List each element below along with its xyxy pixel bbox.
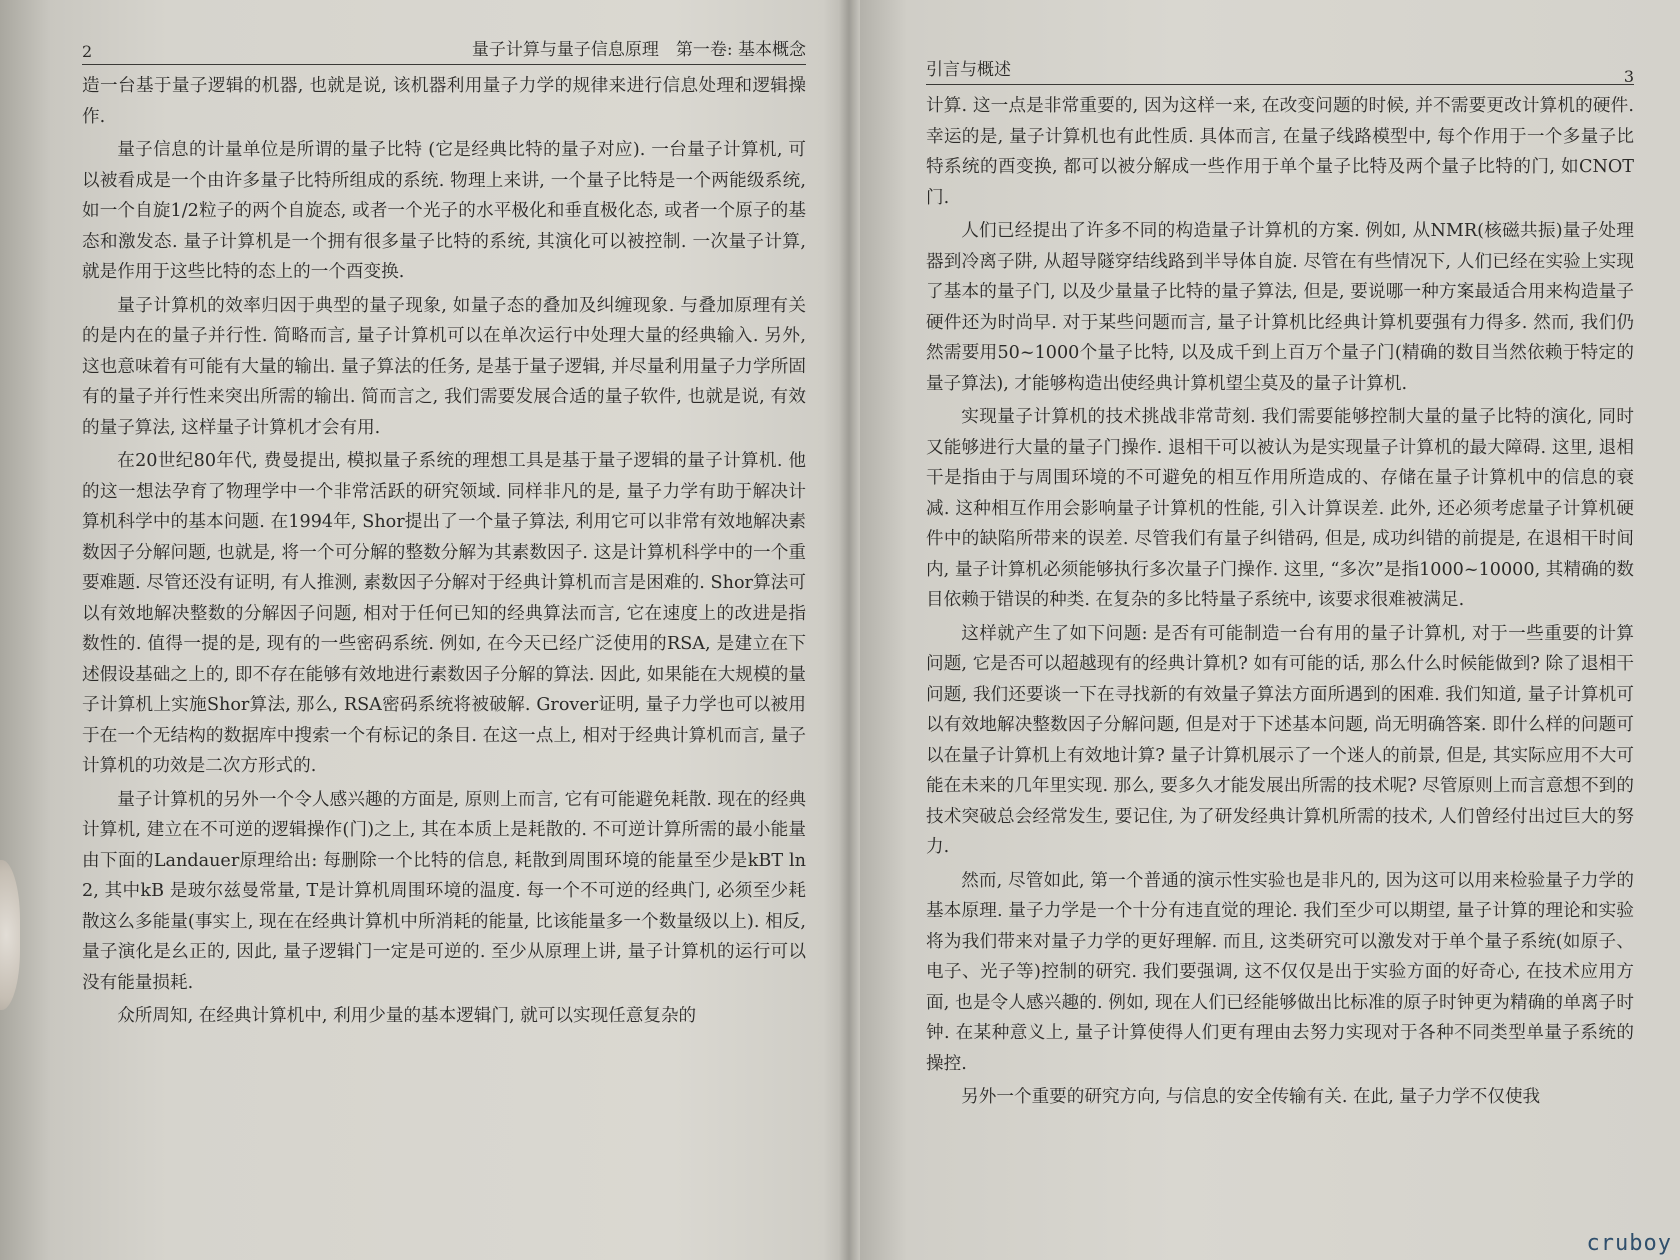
paragraph: 量子信息的计量单位是所谓的量子比特 (它是经典比特的量子对应). 一台量子计算机, 可以被看成是一个由许多量子比特所组成的系统. 物理上来讲, 一个量子比特是一个两能级系统, 如一个自旋1/2粒子的两个自旋态, 或者一个光子的水平极化和垂直极化态, 或者一个原子的基态和激发态. 量子计算机是一个拥有很多量子比特的系统, 其演化可以被控制. 一次量子计算, 就是作用于这些比特的态上的一个酉变换. <box>82 140 806 282</box>
left-page-number: 2 <box>82 42 93 61</box>
paragraph: 在20世纪80年代, 费曼提出, 模拟量子系统的理想工具是基于量子逻辑的量子计算机. 他的这一想法孕育了物理学中一个非常活跃的研究领域. 同样非凡的是, 量子力学有助于解决计算机科学中的基本问题. 在1994年, Shor提出了一个量子算法, 利用它可以非常有效地解决素数因子分解问题, 也就是, 将一个可分解的整数分解为其素数因子. 这是计算机科学中的一个重要难题. 尽管还没有证明, 有人推测, 素数因子分解对于经典计算机而言是困难的. Shor算法可以有效地解决整数的分解因子问题, 相对于任何已知的经典算法而言, 它在速度上的改进是指数性的. 值得一提的是, 现有的一些密码系统. 例如, 在今天已经广泛使用的RSA, 是建立在下述假设基础之上的, 即不存在能够有效地进行素数因子分解的算法. 因此, 如果能在大规模的量子计算机上实施Shor算法, 那么, RSA密码系统将被破解. Grover证明, 量子力学也可以被用于在一个无结构的数据库中搜索一个有标记的条目. 在这一点上, 相对于经典计算机而言, 量子计算机的功效是二次方形式的. <box>82 451 806 776</box>
right-running-head-title: 引言与概述 <box>926 60 1011 80</box>
paragraph: 人们已经提出了许多不同的构造量子计算机的方案. 例如, 从NMR(核磁共振)量子处理器到冷离子阱, 从超导隧穿结线路到半导体自旋. 尽管在有些情况下, 人们已经在实验上实现了基本的量子门, 以及少量量子比特的量子算法, 但是, 要说哪一种方案最适合用来构造量子硬件还为时尚早. 对于某些问题而言, 量子计算机比经典计算机要强有力得多. 然而, 我们仍然需要用50~1000个量子比特, 以及成千到上百万个量子门(精确的数目当然依赖于特定的量子算法), 才能够构造出使经典计算机望尘莫及的量子计算机. <box>926 221 1634 394</box>
left-running-head <box>82 36 806 65</box>
paragraph: 然而, 尽管如此, 第一个普通的演示性实验也是非凡的, 因为这可以用来检验量子力学的基本原理. 量子力学是一个十分有违直觉的理论. 我们至少可以期望, 量子计算的理论和实验将为我们带来对量子力学的更好理解. 而且, 这类研究可以激发对于单个量子系统(如原子、电子、光子等)控制的研究. 我们要强调, 这不仅仅是出于实验方面的好奇心, 在技术应用方面, 也是令人感兴趣的. 例如, 现在人们已经能够做出比标准的原子时钟更为精确的单离子时钟. 在某种意义上, 量子计算使得人们更有理由去努力实现对于各种不同类型单量子系统的操控. <box>926 870 1634 1074</box>
paragraph: 众所周知, 在经典计算机中, 利用少量的基本逻辑门, 就可以实现任意复杂的 <box>117 1006 697 1026</box>
paragraph: 这样就产生了如下问题: 是否有可能制造一台有用的量子计算机, 对于一些重要的计算问题, 它是否可以超越现有的经典计算机? 如有可能的话, 那么什么时候能做到? 除了退相干问题, 我们还要谈一下在寻找新的有效量子算法方面所遇到的困难. 我们知道, 量子计算机可以有效地解决整数因子分解问题, 但是对于下述基本问题, 尚无明确答案. 即什么样的问题可以在量子计算机上有效地计算? 量子计算机展示了一个迷人的前景, 但是, 其实际应用不大可能在未来的几年里实现. 那么, 要多久才能发展出所需的技术呢? 尽管原则上而言意想不到的技术突破总会经常发生, 要记住, 为了研发经典计算机所需的技术, 人们曾经付出过巨大的努力. <box>926 623 1634 857</box>
watermark-text: cruboy <box>1586 1231 1672 1256</box>
left-body-text <box>82 71 806 1032</box>
paragraph: 另外一个重要的研究方向, 与信息的安全传输有关. 在此, 量子力学不仅使我 <box>961 1087 1541 1107</box>
paragraph: 量子计算机的另外一个令人感兴趣的方面是, 原则上而言, 它有可能避免耗散. 现在的经典计算机, 建立在不可逆的逻辑操作(门)之上, 其在本质上是耗散的. 不可逆计算所需的最小能量由下面的Landauer原理给出: 每删除一个比特的信息, 耗散到周围环境的能量至少是kBT ln 2, 其中kB 是玻尔兹曼常量, T是计算机周围环境的温度. 每一个不可逆的经典门, 必须至少耗散这么多能量(事实上, 现在在经典计算机中所消耗的能量, 比该能量多一个数量级以上). 相反, 量子演化是幺正的, 因此, 量子逻辑门一定是可逆的. 至少从原理上讲, 量子计算机的运行可以没有能量损耗. <box>82 789 806 993</box>
right-running-head <box>926 56 1634 85</box>
book-gutter <box>838 0 860 1260</box>
right-page-number: 3 <box>1623 67 1634 86</box>
left-running-head-title: 量子计算与量子信息原理 第一卷: 基本概念 <box>471 40 806 60</box>
right-page <box>860 0 1680 1260</box>
right-body-text <box>926 91 1634 1113</box>
paragraph: 计算. 这一点是非常重要的, 因为这样一来, 在改变问题的时候, 并不需要更改计算机的硬件. 幸运的是, 量子计算机也有此性质. 具体而言, 在量子线路模型中, 每个作用于一个多量子比特系统的酉变换, 都可以被分解成一些作用于单个量子比特及两个量子比特的门, 如CNOT门. <box>926 96 1634 208</box>
paragraph: 实现量子计算机的技术挑战非常苛刻. 我们需要能够控制大量的量子比特的演化, 同时又能够进行大量的量子门操作. 退相干可以被认为是实现量子计算机的最大障碍. 这里, 退相干是指由于与周围环境的不可避免的相互作用所造成的、存储在量子计算机中的信息的衰减. 这种相互作用会影响量子计算机的性能, 引入计算误差. 此外, 还必须考虑量子计算机硬件中的缺陷所带来的误差. 尽管我们有量子纠错码, 但是, 成功纠错的前提是, 在退相干时间内, 量子计算机必须能够执行多次量子门操作. 这里, “多次”是指1000~10000, 其精确的数目依赖于错误的种类. 在复杂的多比特量子系统中, 该要求很难被满足. <box>926 407 1634 610</box>
paragraph: 量子计算机的效率归因于典型的量子现象, 如量子态的叠加及纠缠现象. 与叠加原理有关的是内在的量子并行性. 简略而言, 量子计算机可以在单次运行中处理大量的经典输入. 另外, 这也意味着有可能有大量的输出. 量子算法的任务, 是基于量子逻辑, 并尽量利用量子力学所固有的量子并行性来突出所需的输出. 简而言之, 我们需要发展合适的量子软件, 也就是说, 有效的量子算法, 这样量子计算机才会有用. <box>82 295 806 438</box>
paragraph: 造一台基于量子逻辑的机器, 也就是说, 该机器利用量子力学的规律来进行信息处理和逻辑操作. <box>82 76 806 127</box>
